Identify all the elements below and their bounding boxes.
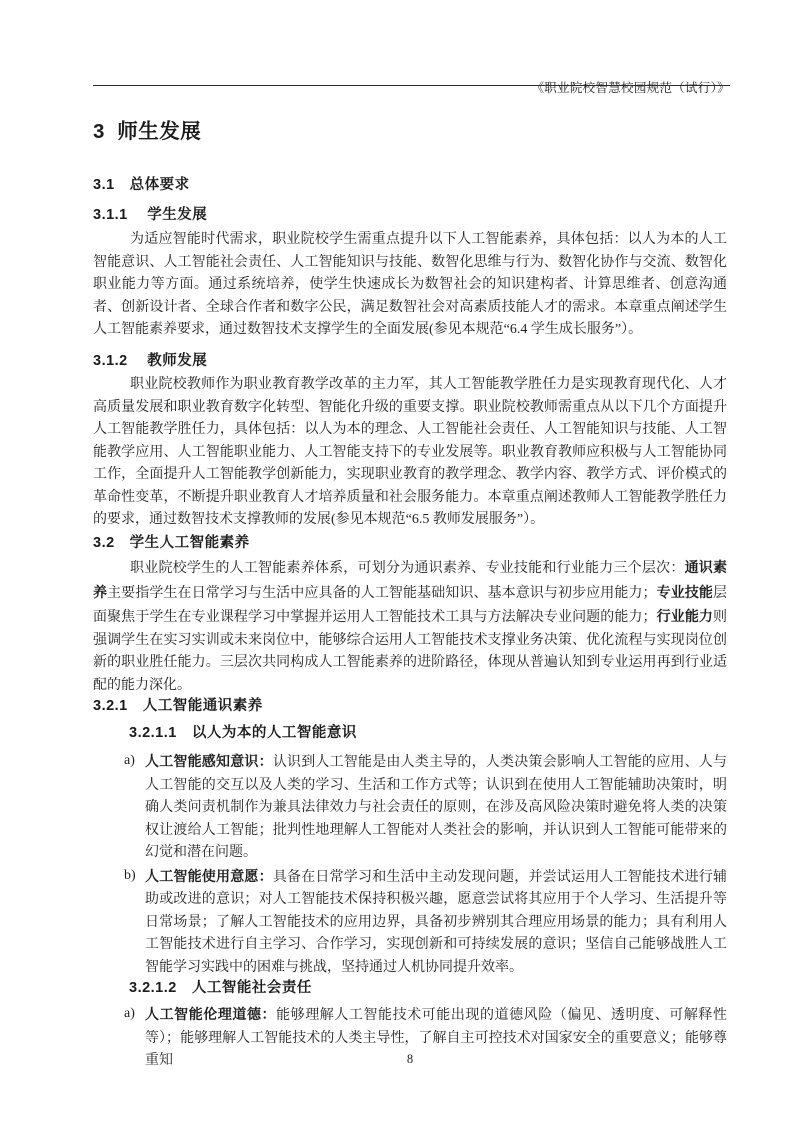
list-item-ai-awareness-text: 人工智能感知意识：认识到人工智能是由人类主导的，人类决策会影响人工智能的应用、人与人工智能的交互以及人类的学习、生活和工作方式等；认识到在使用人工智能辅助决策时，明确人类问责机制作为兼具法律效力与社会责任的原则，在涉及高风险决策时避免将人类的决策权让渡给人工智能；批判性地理解人工智能对人类社会的影响，并认识到人工智能可能带来的幻觉和潜在问题。 bbox=[145, 753, 728, 860]
document-content bbox=[93, 112, 727, 1073]
list-item-ai-willingness-text: 人工智能使用意愿：具备在日常学习和生活中主动发现问题，并尝试运用人工智能技术进行辅助或改进的意识；对人工智能技术保持积极兴趣，愿意尝试将其应用于个人学习、生活提升等日常场景；了解人工智能技术的应用边界，具备初步辨别其合理应用场景的能力；具有利用人工智能技术进行自主学习、合作学习，实现创新和可持续发展的意识；坚信自己能够战胜人工智能学习实践中的困难与挑战，坚持通过人机协同提升效率。 bbox=[145, 867, 728, 975]
paragraph-ai-literacy-levels: 职业院校学生的人工智能素养体系，可划分为通识素养、专业技能和行业能力三个层次：通识素养主要指学生在日常学习与生活中应具备的人工智能基础知识、基本意识与初步应用能力；专业技能层面聚焦于学生在专业课程学习中掌握并运用人工智能技术工具与方法解决专业问题的能力；行业能力则强调学生在实习实训或未来岗位中，能够综合运用人工智能技术支撑业务决策、优化流程与实现岗位创新的职业胜任能力。三层次共同构成人工智能素养的进阶路径，体现从普遍认知到专业运用再到行业适配的能力深化。 bbox=[93, 559, 728, 693]
paragraph-teacher-development: 职业院校教师作为职业教育教学改革的主力军，其人工智能教学胜任力是实现教育现代化、人才高质量发展和职业教育数字化转型、智能化升级的重要支撑。职业院校教师需重点从以下几个方面提升人工智能教学胜任力，具体包括：以人为本的理念、人工智能社会责任、人工智能知识与技能、人工智能教学应用、人工智能职业能力、人工智能支持下的专业发展等。职业教育教师应积极与人工智能协同工作，全面提升人工智能教学创新能力，实现职业教育的教学理念、教学内容、教学方式、评价模式的革命性变革，不断提升职业教育人才培养质量和社会服务能力。本章重点阐述教师人工智能教学胜任力的要求，通过数智技术支撑教师的发展(参见本规范“6.5 教师发展服务”）。 bbox=[93, 377, 727, 527]
section-3-2-1-1-heading: 3.2.1.1 以人为本的人工智能意识 bbox=[129, 725, 357, 741]
list-item-ai-ethics-text: 人工智能伦理道德：能够理解人工智能技术可能出现的道德风险（偏见、透明度、可解释性等）；能够理解人工智能技术的人类主导性，了解自主可控技术对国家安全的重要意义；能够尊重知 bbox=[145, 1006, 727, 1068]
list-item-ai-awareness bbox=[93, 750, 727, 865]
list-marker-b: b) bbox=[124, 867, 136, 883]
paragraph-student-development: 为适应智能时代需求，职业院校学生需重点提升以下人工智能素养，具体包括：以人为本的人工智能意识、人工智能社会责任、人工智能知识与技能、数智化思维与行为、数智化协作与交流、数智化职业能力等方面。通过系统培养，使学生快速成长为数智社会的知识建构者、计算思维者、创意沟通者、创新设计者、全球合作者和数字公民，满足数智社会对高素质技能人才的需求。本章重点阐述学生人工智能素养要求，通过数智技术支撑学生的全面发展(参见本规范“6.4 学生成长服务”）。 bbox=[93, 232, 727, 337]
section-3-1-heading: 3.1 总体要求 bbox=[93, 177, 190, 193]
header-rule bbox=[93, 85, 730, 86]
section-3-2-heading: 3.2 学生人工智能素养 bbox=[93, 534, 250, 551]
page-number: 8 bbox=[406, 1052, 414, 1066]
chapter-heading: 3 师生发展 bbox=[93, 120, 202, 143]
section-3-1-1-heading: 3.1.1 学生发展 bbox=[93, 207, 208, 223]
section-3-2-1-2-heading: 3.2.1.2 人工智能社会责任 bbox=[129, 980, 312, 996]
list-item-ai-willingness bbox=[93, 865, 727, 980]
section-3-2-1-heading: 3.2.1 人工智能通识素养 bbox=[93, 698, 263, 714]
list-marker-a: a) bbox=[124, 753, 135, 768]
list-marker-a2: a) bbox=[124, 1006, 135, 1021]
section-3-1-2-heading: 3.1.2 教师发展 bbox=[93, 352, 208, 369]
running-header bbox=[518, 63, 730, 111]
running-header-title: 《职业院校智慧校园规范（试行）》 bbox=[531, 81, 730, 95]
